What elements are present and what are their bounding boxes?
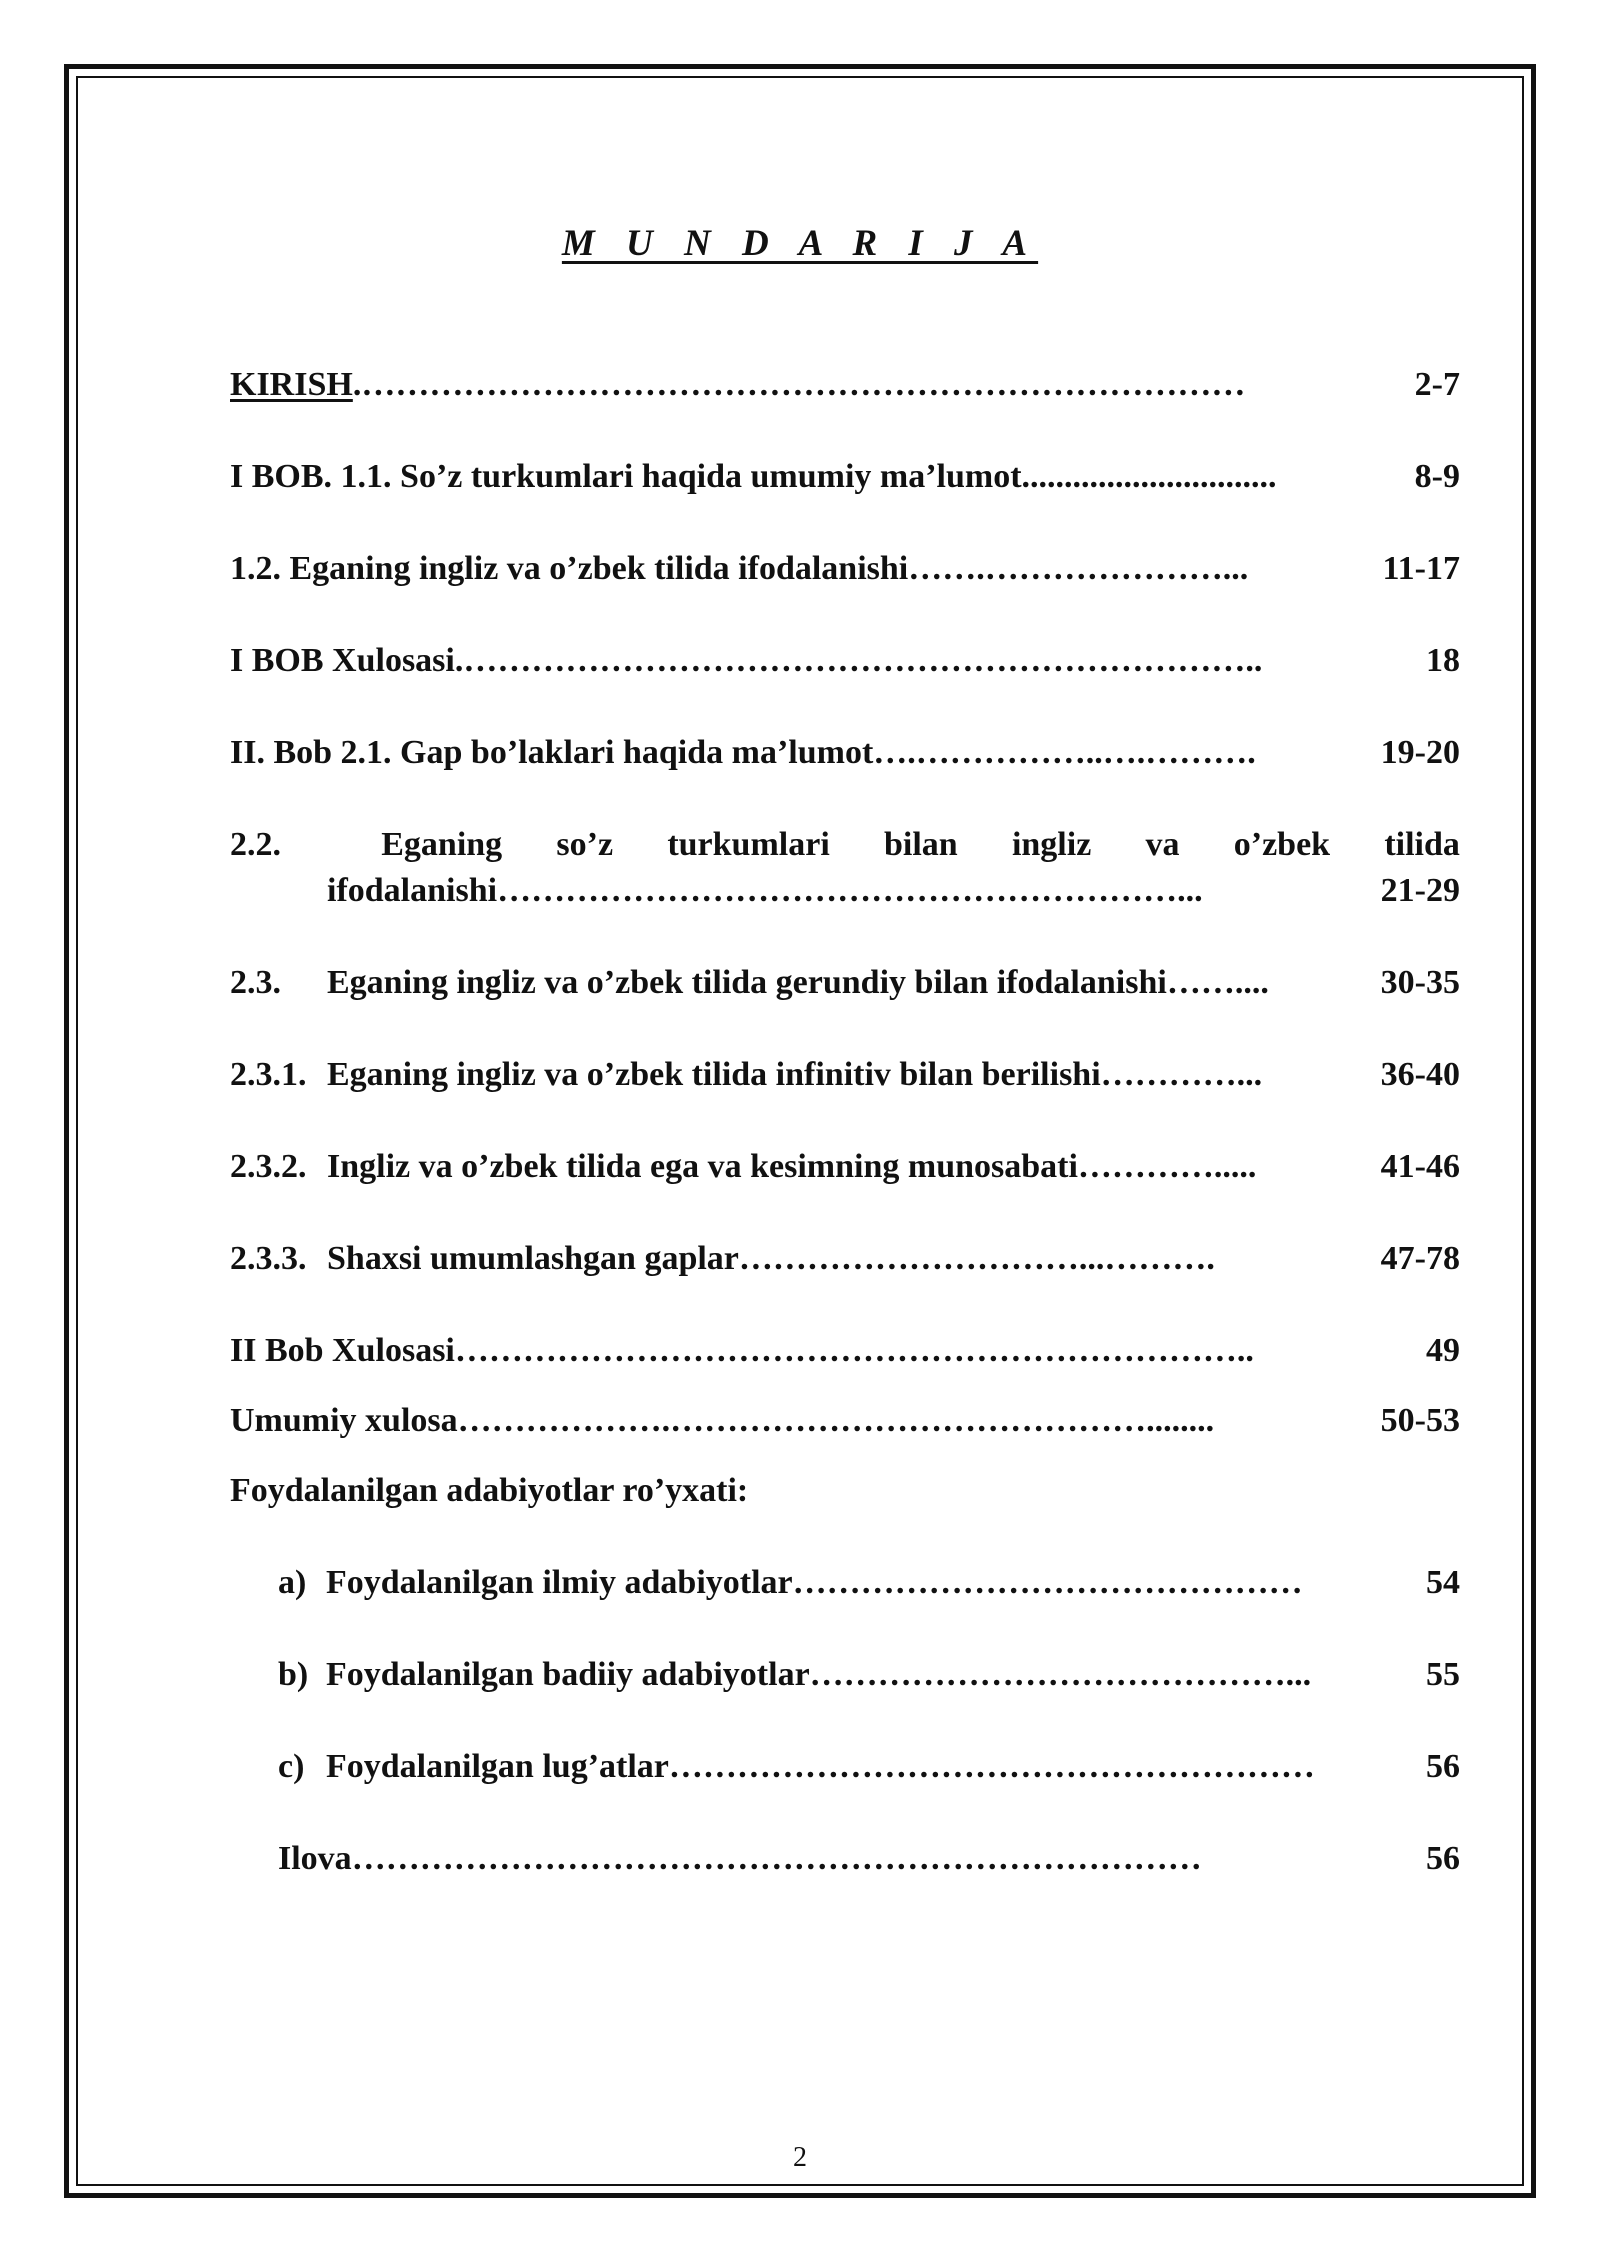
toc-entry-title: Eganing ingliz va o’zbek tilida infinitiv bilan berilishi xyxy=(327,1056,1101,1093)
toc-entry-title: ifodalanishi xyxy=(327,872,498,909)
toc-page-range: 19-20 xyxy=(1380,734,1460,771)
toc-dot-leader: …………………………………………………………….. xyxy=(454,1332,1254,1369)
toc-subentry-label: a) xyxy=(278,1564,307,1601)
toc-dot-leader: ………………………………………………………………… xyxy=(351,1840,1202,1877)
toc-entry-number: 2.3. xyxy=(230,964,281,1001)
table-of-contents xyxy=(230,362,1460,1882)
toc-entry-title: II Bob Xulosasi xyxy=(230,1332,455,1369)
toc-page-range: 56 xyxy=(1426,1840,1460,1877)
page-number: 2 xyxy=(793,2142,807,2173)
toc-entry-chapter2-conclusion xyxy=(230,1328,1460,1374)
toc-entry-title: Shaxsi umumlashgan gaplar xyxy=(327,1240,739,1277)
toc-entry-number: 2.3.1. xyxy=(230,1056,307,1093)
toc-page-range: 55 xyxy=(1426,1656,1460,1693)
contents-title xyxy=(0,222,1600,265)
toc-entry-title: Foydalanilgan badiiy adabiyotlar xyxy=(326,1656,810,1693)
toc-subentry-dictionaries xyxy=(278,1744,1460,1790)
toc-subentry-appendix xyxy=(278,1836,1460,1882)
toc-entry-title: KIRISH xyxy=(230,366,353,403)
toc-page-range: 21-29 xyxy=(1380,872,1460,909)
toc-entry-line xyxy=(327,868,1460,914)
toc-word: o’zbek xyxy=(1233,826,1331,863)
toc-entry-references-heading xyxy=(230,1468,1460,1514)
toc-page-range: 2-7 xyxy=(1414,366,1460,403)
toc-dot-leader: ……………………………………… xyxy=(792,1564,1303,1601)
toc-entry-number: 2.3.2. xyxy=(230,1148,307,1185)
toc-dot-leader: …………... xyxy=(1100,1056,1263,1093)
toc-entry-title: Eganing ingliz va o’zbek tilida gerundiy bilan ifodalanishi xyxy=(327,964,1167,1001)
toc-dot-leader: ….……………..….………. xyxy=(873,734,1256,771)
toc-dot-leader: ……………….……………………………………........ xyxy=(457,1402,1215,1439)
toc-page-range: 56 xyxy=(1426,1748,1460,1785)
toc-entry-title: II. Bob 2.1. Gap bo’laklari haqida ma’lumot xyxy=(230,734,874,771)
toc-entry-title: Foydalanilgan adabiyotlar ro’yxati: xyxy=(230,1472,749,1509)
toc-entry-title: Foydalanilgan ilmiy adabiyotlar xyxy=(326,1564,793,1601)
toc-entry-kirish xyxy=(230,362,1460,408)
toc-page-range: 41-46 xyxy=(1380,1148,1460,1185)
toc-entry-title: I BOB. 1.1. So’z turkumlari haqida umumiy ma’lumot xyxy=(230,458,1022,495)
toc-page-range: 54 xyxy=(1426,1564,1460,1601)
toc-page-range: 11-17 xyxy=(1382,550,1460,587)
toc-dot-leader: ……………………………………………………... xyxy=(497,872,1203,909)
toc-dot-leader: …………………………...………. xyxy=(738,1240,1215,1277)
toc-entry-chapter2-2-1 xyxy=(230,730,1460,776)
toc-word: so’z xyxy=(556,826,614,863)
toc-entry-1-2 xyxy=(230,546,1460,592)
toc-page-range: 50-53 xyxy=(1380,1402,1460,1439)
toc-dot-leader: …….... xyxy=(1166,964,1269,1001)
toc-entry-2-2 xyxy=(230,822,1460,914)
toc-entry-title: I BOB Xulosasi. xyxy=(230,642,464,679)
toc-entry-2-3-3 xyxy=(230,1236,1460,1282)
toc-word: bilan xyxy=(884,826,958,863)
toc-word: tilida xyxy=(1384,826,1460,863)
toc-dot-leader: …………………………………………………………………… xyxy=(361,366,1246,403)
toc-entry-general-conclusion xyxy=(230,1398,1460,1444)
toc-entry-title: Foydalanilgan lug’atlar xyxy=(326,1748,669,1785)
toc-dot-leader: ………………………………………………… xyxy=(668,1748,1315,1785)
toc-entry-title: Ingliz va o’zbek tilida ega va kesimning munosabati xyxy=(327,1148,1078,1185)
toc-page-range: 18 xyxy=(1426,642,1460,679)
toc-subentry-label: c) xyxy=(278,1748,305,1785)
toc-entry-period: . xyxy=(352,366,362,403)
toc-word: turkumlari xyxy=(667,826,830,863)
toc-dot-leader: ……………………………………... xyxy=(809,1656,1312,1693)
toc-dot-leader: …….…………………... xyxy=(908,550,1249,587)
toc-entry-chapter1-conclusion xyxy=(230,638,1460,684)
toc-subentry-label: b) xyxy=(278,1656,309,1693)
toc-subentry-scientific-literature xyxy=(278,1560,1460,1606)
toc-word: Eganing xyxy=(381,826,503,863)
toc-entry-title: Umumiy xulosa xyxy=(230,1402,458,1439)
toc-page-range: 30-35 xyxy=(1380,964,1460,1001)
toc-entry-number: 2.3.3. xyxy=(230,1240,307,1277)
toc-page-range: 49 xyxy=(1426,1332,1460,1369)
toc-entry-title: Ilova xyxy=(278,1840,352,1877)
toc-dot-leader: …………..... xyxy=(1077,1148,1257,1185)
toc-word: ingliz xyxy=(1011,826,1092,863)
toc-entry-2-3-2 xyxy=(230,1144,1460,1190)
toc-entry-chapter1-1-1 xyxy=(230,454,1460,500)
toc-subentry-fiction-literature xyxy=(278,1652,1460,1698)
toc-entry-2-3 xyxy=(230,960,1460,1006)
toc-dot-leader: …………………………………………………………….. xyxy=(463,642,1263,679)
toc-page-range: 8-9 xyxy=(1414,458,1460,495)
toc-entry-line xyxy=(230,822,1460,868)
toc-page-range: 47-78 xyxy=(1380,1240,1460,1277)
toc-entry-2-3-1 xyxy=(230,1052,1460,1098)
contents-title-text: M U N D A R I J A xyxy=(561,223,1039,264)
toc-word: va xyxy=(1145,826,1180,863)
toc-entry-number: 2.2. xyxy=(230,826,281,863)
toc-page-range: 36-40 xyxy=(1380,1056,1460,1093)
toc-dot-leader: .............................. xyxy=(1021,458,1277,495)
toc-entry-title: 1.2. Eganing ingliz va o’zbek tilida ifodalanishi xyxy=(230,550,909,587)
